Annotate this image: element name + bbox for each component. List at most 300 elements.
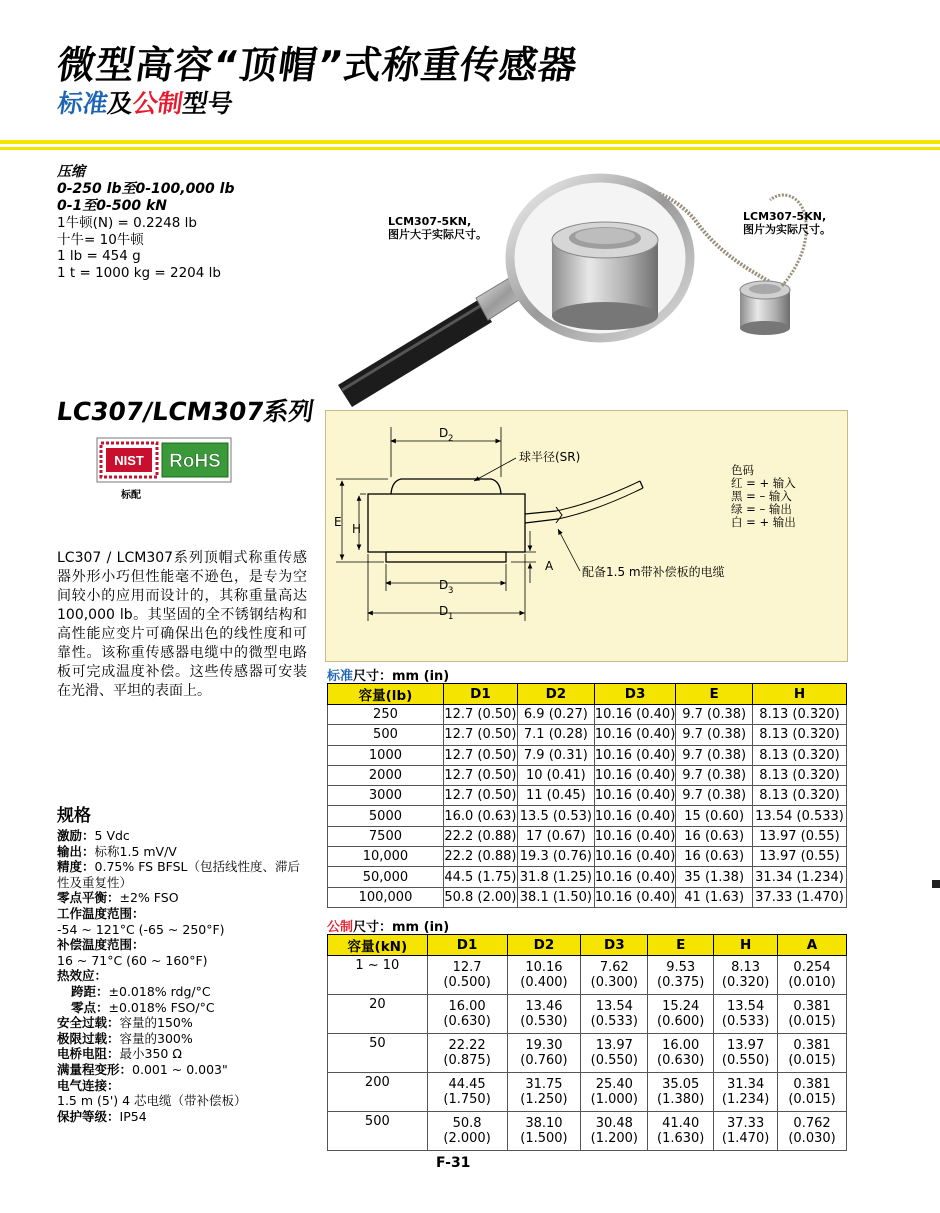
met-caption-colored: 公制	[327, 920, 354, 935]
table-cell: 8.13 (0.320)	[753, 786, 847, 806]
table-cell: 10.16 (0.40)	[594, 725, 675, 745]
cell-value: 35.05	[662, 1076, 700, 1092]
spec-item	[57, 844, 312, 860]
sensor-side-view	[368, 479, 643, 562]
cell-value: 13.54	[595, 998, 633, 1014]
table-cell	[648, 956, 714, 995]
table-cell: 22.2 (0.88)	[443, 826, 517, 846]
spec-value: 5 Vdc	[94, 828, 130, 843]
cell-value-in: (1.380)	[657, 1092, 705, 1107]
spec-value: ±0.018% FSO/°C	[108, 999, 215, 1015]
cell-value: 9.53	[666, 959, 696, 975]
unit-note: 1 t = 1000 kg = 2204 lb	[57, 264, 221, 281]
spec-value-line: -54 ~ 121°C (-65 ~ 250°F)	[57, 921, 225, 937]
cell-value: 31.75	[525, 1076, 563, 1092]
spec-item	[57, 906, 312, 922]
caption-left-line2: 图片大于实际尺寸。	[388, 228, 487, 241]
table-cell	[648, 995, 714, 1034]
spec-item	[57, 984, 312, 1000]
cell-value: 15.24	[662, 998, 700, 1014]
spec-value: 0.001 ~ 0.003"	[132, 1061, 228, 1077]
cell-value-in: (0.630)	[443, 1014, 491, 1029]
spec-item	[57, 828, 312, 844]
table-header-row	[328, 935, 847, 956]
cell-value-in: (0.500)	[443, 975, 491, 990]
spec-value: 0.75% FS BFSL（包括线性度、滞后性及重复性）	[57, 859, 301, 890]
table-cell	[507, 956, 581, 995]
cable-label: 配备1.5 m带补偿板的电缆	[582, 565, 725, 579]
table-cell: 13.54 (0.533)	[753, 806, 847, 826]
cell-value-in: (1.750)	[443, 1092, 491, 1107]
spec-value: 容量的150%	[119, 1015, 193, 1031]
color-code-white: 白 = + 输出	[731, 515, 796, 529]
table-row	[328, 1073, 847, 1112]
table-cell: 10.16 (0.40)	[594, 745, 675, 765]
cell-value: 1 ~ 10	[355, 958, 400, 973]
table-cell: 10,000	[328, 847, 444, 867]
cell-value: 38.10	[525, 1115, 563, 1131]
table-cell	[714, 956, 778, 995]
cell-value-in: (0.010)	[788, 975, 836, 990]
table-cell: 10.16 (0.40)	[594, 887, 675, 907]
column-header: D2	[517, 684, 594, 705]
page-number: F-31	[436, 1155, 471, 1171]
spec-label: 零点平衡：	[57, 890, 120, 906]
table-cell	[648, 1112, 714, 1151]
column-header: D3	[581, 935, 648, 956]
table-cell: 10.16 (0.40)	[594, 705, 675, 725]
column-header: D1	[427, 935, 507, 956]
h-label: H	[352, 522, 362, 536]
table-row	[328, 745, 847, 765]
cell-value-in: (1.500)	[520, 1131, 568, 1146]
cell-value: 20	[369, 997, 386, 1012]
cable-icon	[770, 195, 806, 286]
cell-value-in: (0.530)	[520, 1014, 568, 1029]
cell-value: 44.45	[448, 1076, 486, 1092]
specs-heading: 规格	[57, 806, 91, 826]
caption-right-line1: LCM307-5KN,	[743, 210, 827, 223]
spec-label: 跨距：	[71, 983, 109, 999]
table-cell	[328, 1034, 428, 1073]
table-cell	[648, 1073, 714, 1112]
table-cell	[714, 995, 778, 1034]
spec-label: 激励：	[57, 828, 95, 843]
cell-value-in: (0.015)	[788, 1014, 836, 1029]
dim-e-h	[334, 479, 388, 562]
table-cell: 8.13 (0.320)	[753, 725, 847, 745]
table-cell: 13.97 (0.55)	[753, 826, 847, 846]
table-cell: 8.13 (0.320)	[753, 705, 847, 725]
table-cell: 7.9 (0.31)	[517, 745, 594, 765]
spec-item	[57, 890, 312, 906]
cell-value: 16.00	[448, 998, 486, 1014]
cell-value-in: (0.600)	[657, 1014, 705, 1029]
cell-value: 7.62	[599, 959, 629, 975]
cell-value-in: (0.533)	[721, 1014, 770, 1029]
table-cell	[507, 1034, 581, 1073]
table-cell	[507, 995, 581, 1034]
color-code-green: 绿 = – 输出	[731, 502, 792, 516]
unit-note: 1牛顿(N) = 0.2248 lb	[57, 215, 197, 231]
cell-value-in: (0.320)	[721, 975, 770, 990]
cell-value-in: (1.234)	[721, 1092, 770, 1107]
spec-item	[57, 1031, 312, 1047]
table-cell: 9.7 (0.38)	[676, 725, 753, 745]
spec-label: 热效应：	[57, 968, 108, 984]
cell-value: 31.34	[727, 1076, 765, 1092]
table-cell: 6.9 (0.27)	[517, 705, 594, 725]
table-cell: 250	[328, 705, 444, 725]
cell-value-in: (1.470)	[721, 1131, 770, 1146]
cell-value: 13.97	[727, 1037, 765, 1053]
column-header: E	[676, 684, 753, 705]
compression-info	[57, 164, 234, 281]
spec-label: 保护等级：	[57, 1108, 120, 1124]
spec-item	[57, 1046, 312, 1062]
table-cell: 8.13 (0.320)	[753, 765, 847, 785]
spec-value: IP54	[119, 1108, 147, 1124]
spec-item	[57, 968, 312, 984]
table-cell: 2000	[328, 765, 444, 785]
spec-label: 安全过载：	[57, 1015, 120, 1031]
cell-value: 13.97	[595, 1037, 633, 1053]
table-cell: 100,000	[328, 887, 444, 907]
table-cell: 17 (0.67)	[517, 826, 594, 846]
sr-label: 球半径(SR)	[519, 450, 581, 464]
cell-value-in: (1.000)	[590, 1092, 638, 1107]
table-cell	[581, 1112, 648, 1151]
cell-value: 30.48	[595, 1115, 633, 1131]
cell-value: 0.381	[793, 998, 831, 1014]
cell-value-in: (0.533)	[590, 1014, 638, 1029]
cell-value-in: (0.630)	[657, 1053, 705, 1068]
column-header: E	[648, 935, 714, 956]
table-cell: 19.3 (0.76)	[517, 847, 594, 867]
column-header: H	[753, 684, 847, 705]
sensor-actual-icon	[740, 281, 790, 335]
table-row	[328, 995, 847, 1034]
table-row	[328, 806, 847, 826]
dimension-drawing	[325, 410, 848, 662]
d1-label: D	[439, 604, 449, 618]
dim-sr	[474, 449, 580, 481]
table-cell: 9.7 (0.38)	[676, 765, 753, 785]
edge-marker	[932, 880, 940, 888]
table-cell	[328, 1073, 428, 1112]
subtitle-metric: 公制	[130, 89, 185, 118]
cell-value: 50.8	[452, 1115, 482, 1131]
table-cell: 11 (0.45)	[517, 786, 594, 806]
table-cell	[581, 995, 648, 1034]
met-caption-rest: 尺寸：mm (in)	[353, 920, 450, 935]
table-cell: 9.7 (0.38)	[676, 705, 753, 725]
table-cell: 12.7 (0.50)	[443, 725, 517, 745]
table-cell: 15 (0.60)	[676, 806, 753, 826]
d1-sub: 1	[448, 612, 454, 622]
cell-value: 12.7	[452, 959, 482, 975]
nist-text: NIST	[114, 453, 144, 468]
table-cell: 1000	[328, 745, 444, 765]
column-header: D3	[594, 684, 675, 705]
spec-item	[57, 1062, 312, 1078]
cell-value-in: (0.760)	[520, 1053, 568, 1068]
spec-value: 标称1.5 mV/V	[94, 843, 177, 859]
table-cell: 50.8 (2.00)	[443, 887, 517, 907]
table-cell: 37.33 (1.470)	[753, 887, 847, 907]
cell-value-in: (0.300)	[590, 975, 638, 990]
table-row	[328, 826, 847, 846]
table-cell	[581, 1034, 648, 1073]
color-code-red: 红 = + 输入	[731, 476, 796, 490]
subtitle-and: 及	[105, 89, 135, 118]
spec-value-line: 1.5 m (5') 4 芯电缆（带补偿板）	[57, 1093, 247, 1109]
cell-value: 10.16	[525, 959, 563, 975]
table-cell: 50,000	[328, 867, 444, 887]
table-cell: 7500	[328, 826, 444, 846]
certification-badges	[96, 437, 232, 483]
table-cell: 12.7 (0.50)	[443, 705, 517, 725]
compression-heading: 压缩	[57, 164, 85, 180]
column-header: 容量(lb)	[328, 684, 444, 705]
rohs-text: RoHS	[169, 451, 221, 472]
standard-dimensions-table	[327, 683, 847, 908]
cell-value: 22.22	[448, 1037, 486, 1053]
cell-value-in: (1.200)	[590, 1131, 638, 1146]
table-cell	[328, 956, 428, 995]
column-header: D1	[443, 684, 517, 705]
cell-value-in: (0.030)	[788, 1131, 836, 1146]
caption-left-line1: LCM307-5KN,	[388, 215, 472, 228]
table-row	[328, 1034, 847, 1073]
d3-sub: 3	[448, 586, 454, 596]
cell-value-in: (0.400)	[520, 975, 568, 990]
table-cell: 13.97 (0.55)	[753, 847, 847, 867]
spec-label: 工作温度范围：	[57, 905, 145, 921]
table-cell	[714, 1034, 778, 1073]
rohs-logo	[162, 443, 228, 477]
table-cell	[714, 1112, 778, 1151]
table-row	[328, 765, 847, 785]
table-cell: 12.7 (0.50)	[443, 765, 517, 785]
table-row	[328, 786, 847, 806]
sensor-magnified-icon	[552, 222, 658, 330]
unit-note: 1 lb = 454 g	[57, 248, 141, 264]
table-cell	[328, 995, 428, 1034]
table-cell: 10.16 (0.40)	[594, 765, 675, 785]
column-header: H	[714, 935, 778, 956]
specifications	[57, 806, 312, 1124]
table-cell: 38.1 (1.50)	[517, 887, 594, 907]
page-title: 微型高容“顶帽”式称重传感器	[54, 43, 581, 87]
spec-item	[57, 1000, 312, 1016]
cell-value: 0.381	[793, 1037, 831, 1053]
product-description: LC307 / LCM307系列顶帽式称重传感器外形小巧但性能毫不逊色，是专为空间较小的应用而设计的，其称重量高达100,000 lb。其坚固的全不锈钢结构和高性能应变片可确保出色的线性度和可靠性。该称重传感器电缆中的微型电路板可完成温度补偿。这些传感器可安装在光滑、平坦的表面上。	[57, 550, 307, 699]
page-subtitle	[55, 84, 235, 120]
cable-note	[558, 529, 725, 579]
spec-list	[57, 828, 312, 1124]
cell-value: 16.00	[662, 1037, 700, 1053]
cell-value: 13.54	[727, 998, 765, 1014]
table-row	[328, 867, 847, 887]
table-cell	[778, 956, 847, 995]
table-cell	[581, 1073, 648, 1112]
spec-label: 输出：	[57, 843, 95, 859]
magnifier-handle	[338, 274, 528, 407]
spec-label: 满量程变形：	[57, 1061, 133, 1077]
table-row	[328, 705, 847, 725]
table-cell: 13.5 (0.53)	[517, 806, 594, 826]
table-cell	[778, 995, 847, 1034]
table-cell	[507, 1073, 581, 1112]
table-cell	[427, 1073, 507, 1112]
table-cell: 8.13 (0.320)	[753, 745, 847, 765]
cell-value: 19.30	[525, 1037, 563, 1053]
spec-item	[57, 937, 312, 953]
table-cell: 10.16 (0.40)	[594, 806, 675, 826]
table-cell: 5000	[328, 806, 444, 826]
std-caption-colored: 标准	[327, 669, 354, 684]
spec-item	[57, 1109, 312, 1125]
table-cell: 16 (0.63)	[676, 826, 753, 846]
metric-dimensions-table	[327, 934, 847, 1151]
table-cell: 500	[328, 725, 444, 745]
cell-value-in: (1.250)	[520, 1092, 568, 1107]
cell-value: 50	[369, 1036, 386, 1051]
cell-value-in: (0.375)	[657, 975, 705, 990]
spec-value: 容量的300%	[119, 1030, 193, 1046]
compression-range-kn: 0-1至0-500 kN	[57, 198, 167, 214]
cell-value: 25.40	[595, 1076, 633, 1092]
table-cell: 12.7 (0.50)	[443, 745, 517, 765]
table-cell	[427, 995, 507, 1034]
cell-value-in: (0.875)	[443, 1053, 491, 1068]
dim-a	[511, 531, 554, 583]
table-row	[328, 956, 847, 995]
dim-d2	[391, 426, 501, 477]
table-cell: 16.0 (0.63)	[443, 806, 517, 826]
badge-note: 标配	[121, 490, 141, 501]
d2-label: D	[439, 426, 449, 440]
cell-value: 500	[364, 1114, 390, 1129]
e-label: E	[334, 515, 342, 529]
table-cell	[427, 956, 507, 995]
color-code	[731, 463, 796, 529]
cell-value: 8.13	[731, 959, 761, 975]
cell-value: 41.40	[662, 1115, 700, 1131]
table-cell	[427, 1112, 507, 1151]
cell-value: 0.381	[793, 1076, 831, 1092]
cell-value: 13.46	[525, 998, 563, 1014]
cell-value: 0.762	[793, 1115, 831, 1131]
spec-value: ±2% FSO	[119, 890, 179, 906]
table-cell: 3000	[328, 786, 444, 806]
cell-value: 37.33	[727, 1115, 765, 1131]
dimension-drawing-svg	[326, 411, 849, 663]
table-cell: 9.7 (0.38)	[676, 786, 753, 806]
table-cell: 12.7 (0.50)	[443, 786, 517, 806]
std-caption-rest: 尺寸：mm (in)	[353, 669, 450, 684]
table-cell	[427, 1034, 507, 1073]
table-cell	[328, 1112, 428, 1151]
subtitle-standard: 标准	[55, 89, 110, 118]
table-cell: 31.8 (1.25)	[517, 867, 594, 887]
cell-value: 0.254	[793, 959, 831, 975]
table-cell	[778, 1034, 847, 1073]
table-cell	[714, 1073, 778, 1112]
table-cell: 16 (0.63)	[676, 847, 753, 867]
a-label: A	[545, 559, 554, 573]
table-cell: 7.1 (0.28)	[517, 725, 594, 745]
column-header: A	[778, 935, 847, 956]
spec-item	[57, 1078, 312, 1094]
met-table-caption	[327, 916, 449, 935]
spec-label: 电桥电阻：	[57, 1046, 120, 1062]
cell-value-in: (0.015)	[788, 1092, 836, 1107]
table-row	[328, 847, 847, 867]
cell-value-in: (0.550)	[721, 1053, 770, 1068]
cell-value: 200	[364, 1075, 390, 1090]
table-cell: 10.16 (0.40)	[594, 826, 675, 846]
table-cell: 10 (0.41)	[517, 765, 594, 785]
spec-item	[57, 1015, 312, 1031]
cell-value-in: (1.630)	[657, 1131, 705, 1146]
spec-value: ±0.018% rdg/°C	[108, 983, 211, 999]
std-table-caption	[327, 665, 449, 684]
color-code-black: 黑 = – 输入	[731, 489, 792, 503]
caption-right-line2: 图片为实际尺寸。	[743, 223, 831, 236]
nist-logo	[101, 443, 157, 477]
spec-label: 精度：	[57, 859, 95, 875]
spec-label: 极限过载：	[57, 1030, 120, 1046]
spec-label: 电气连接：	[57, 1077, 120, 1093]
d2-sub: 2	[448, 434, 454, 444]
table-cell: 10.16 (0.40)	[594, 786, 675, 806]
table-row	[328, 1112, 847, 1151]
table-cell	[778, 1073, 847, 1112]
cell-value-in: (0.015)	[788, 1053, 836, 1068]
unit-note: 十牛= 10牛顿	[57, 231, 144, 248]
table-row	[328, 887, 847, 907]
header-rule-top	[0, 140, 940, 144]
table-row	[328, 725, 847, 745]
table-header-row	[328, 684, 847, 705]
column-header: 容量(kN)	[328, 935, 428, 956]
spec-value: 最小350 Ω	[119, 1046, 182, 1062]
cell-value-in: (0.550)	[590, 1053, 638, 1068]
table-cell	[581, 956, 648, 995]
cell-value-in: (2.000)	[443, 1131, 491, 1146]
table-cell: 10.16 (0.40)	[594, 867, 675, 887]
spec-label: 零点：	[71, 999, 109, 1015]
series-title: LC307/LCM307系列	[54, 397, 316, 426]
column-header: D2	[507, 935, 581, 956]
table-cell	[778, 1112, 847, 1151]
subtitle-rest: 型号	[180, 89, 235, 118]
table-cell: 9.7 (0.38)	[676, 745, 753, 765]
table-cell: 44.5 (1.75)	[443, 867, 517, 887]
header-rule-bottom	[0, 147, 940, 150]
table-cell: 35 (1.38)	[676, 867, 753, 887]
table-cell	[648, 1034, 714, 1073]
spec-value-line: 16 ~ 71°C (60 ~ 160°F)	[57, 952, 208, 968]
table-cell: 10.16 (0.40)	[594, 847, 675, 867]
color-code-title: 色码	[731, 463, 754, 477]
table-cell: 22.2 (0.88)	[443, 847, 517, 867]
d3-label: D	[439, 578, 449, 592]
table-cell: 31.34 (1.234)	[753, 867, 847, 887]
spec-item	[57, 859, 312, 890]
